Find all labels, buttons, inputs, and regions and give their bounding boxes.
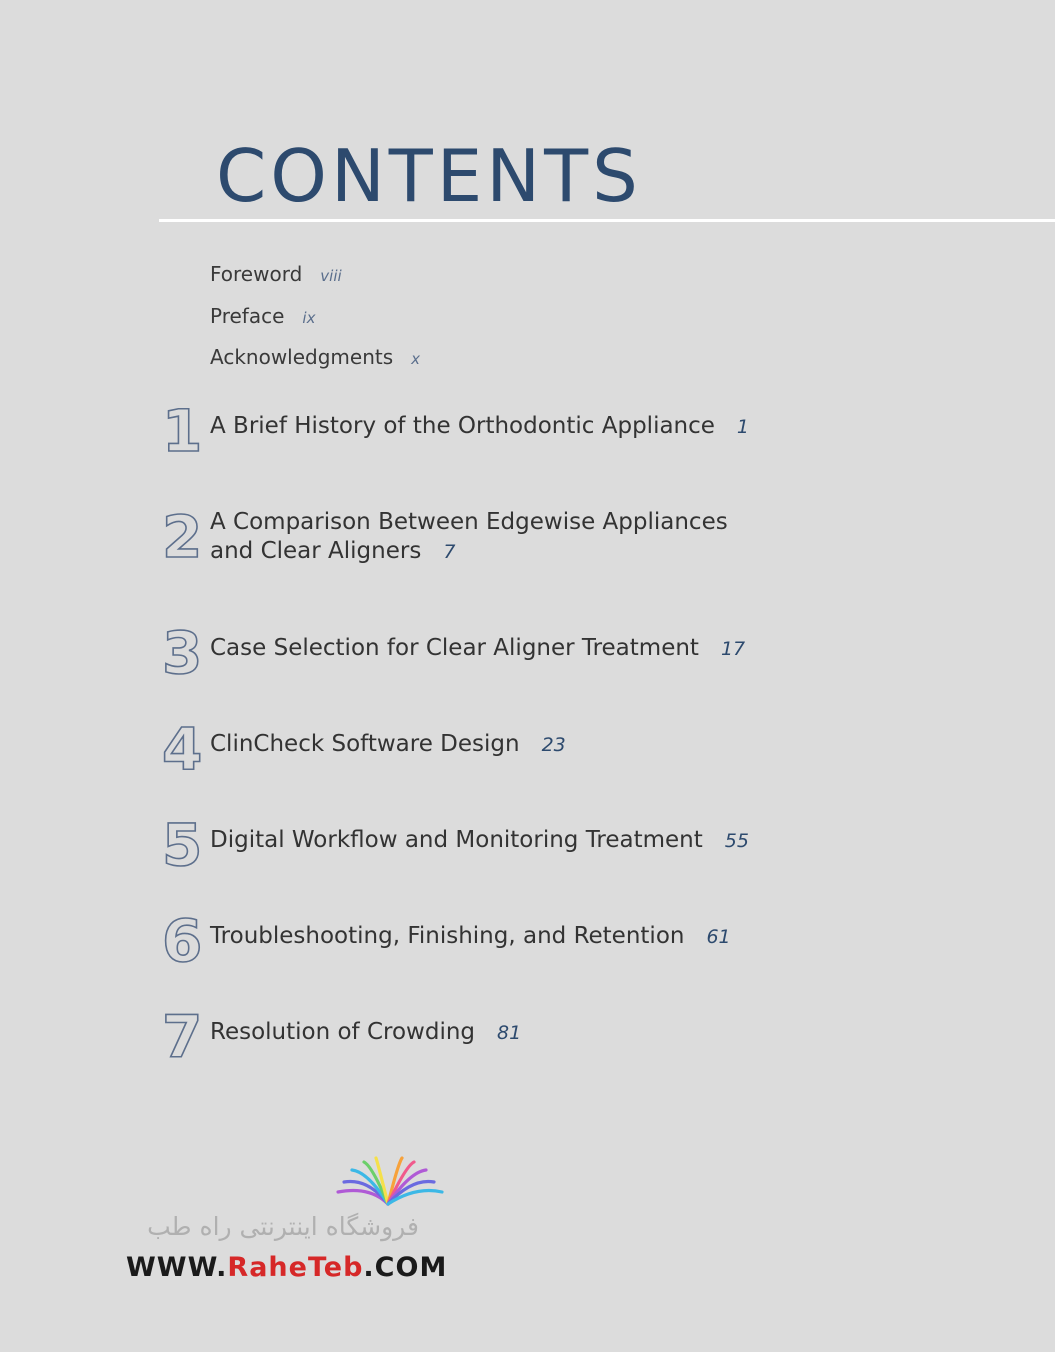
chapter-page: 23 xyxy=(541,734,566,756)
front-matter-page: viii xyxy=(320,267,342,285)
chapter-title xyxy=(210,730,566,760)
chapter-title xyxy=(210,412,749,442)
front-matter-foreword[interactable] xyxy=(210,262,342,286)
front-matter-label: Acknowledgments xyxy=(210,345,394,369)
chapter-title xyxy=(210,922,731,952)
page-title: CONTENTS xyxy=(216,134,642,218)
front-matter-label: Foreword xyxy=(210,262,303,286)
front-matter-page: x xyxy=(411,350,421,368)
chapter-title-line: Digital Workflow and Monitoring Treatment xyxy=(210,827,703,853)
chapter-number: 7 xyxy=(162,1003,203,1071)
chapter-number: 5 xyxy=(162,811,203,879)
chapter-title-line: Resolution of Crowding xyxy=(210,1019,476,1045)
chapter-page: 7 xyxy=(443,541,456,563)
watermark-persian-text: فروشگاه اینترنتی راه طب xyxy=(147,1212,419,1241)
chapter-number: 1 xyxy=(162,397,203,465)
chapter-page: 1 xyxy=(736,416,750,438)
chapter-title-line: A Brief History of the Orthodontic Appliance xyxy=(210,413,715,439)
url-brand: RaheTeb xyxy=(227,1252,364,1283)
chapter-number: 6 xyxy=(162,907,203,975)
chapter-title xyxy=(210,1018,521,1048)
watermark-url xyxy=(126,1252,447,1283)
url-suffix: .COM xyxy=(363,1252,448,1283)
chapter-page: 61 xyxy=(706,926,731,948)
chapter-number: 2 xyxy=(162,503,203,571)
raheteb-watermark xyxy=(120,1150,460,1290)
front-matter-preface[interactable] xyxy=(210,304,315,328)
front-matter-acknowledgments[interactable] xyxy=(210,345,420,369)
open-book-icon xyxy=(330,1156,446,1208)
chapter-title-line: Case Selection for Clear Aligner Treatment xyxy=(210,635,699,661)
chapter-title-line: and Clear Aligners xyxy=(210,538,422,564)
front-matter-label: Preface xyxy=(210,304,285,328)
chapter-page: 81 xyxy=(497,1022,522,1044)
chapter-title-line: Troubleshooting, Finishing, and Retention xyxy=(210,923,685,949)
chapter-title-line: A Comparison Between Edgewise Appliances xyxy=(210,509,728,535)
chapter-title xyxy=(210,826,749,856)
chapter-title-line: ClinCheck Software Design xyxy=(210,731,520,757)
chapter-number: 4 xyxy=(162,715,203,783)
url-prefix: WWW. xyxy=(126,1252,228,1283)
chapter-number: 3 xyxy=(162,619,203,687)
chapter-title xyxy=(210,634,745,664)
title-divider xyxy=(159,219,1055,222)
front-matter-page: ix xyxy=(302,309,316,327)
chapter-page: 55 xyxy=(724,830,749,852)
chapter-title xyxy=(210,508,728,567)
chapter-page: 17 xyxy=(720,638,746,660)
